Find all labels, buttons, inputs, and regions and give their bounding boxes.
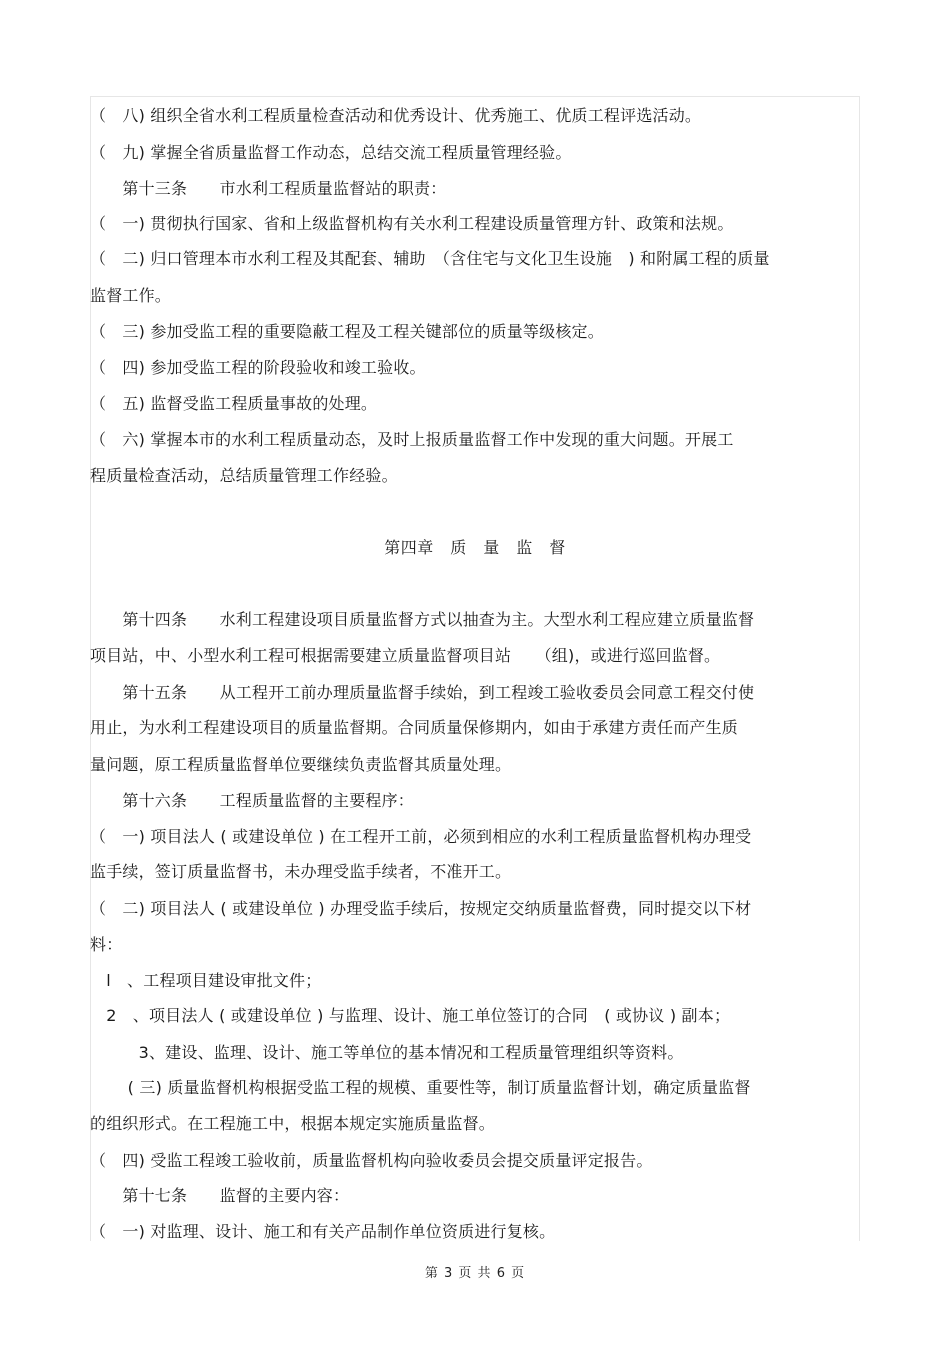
text-line: 第十三条 市水利工程质量监督站的职责： [90,179,447,198]
text-line: 量问题，原工程质量监督单位要继续负责监督其质量处理。 [90,755,512,774]
text-line: 第十七条 监督的主要内容： [90,1186,350,1205]
text-line: （ 五) 监督受监工程质量事故的处理。 [90,394,378,413]
text-line: ( 三) 质量监督机构根据受监工程的规模、重要性等，制订质量监督计划，确定质量监督 [90,1078,751,1097]
text-line: 监手续，签订质量监督书，未办理受监手续者，不准开工。 [90,862,512,881]
text-line: 料： [90,935,123,954]
text-line: （ 一) 贯彻执行国家、省和上级监督机构有关水利工程建设质量管理方针、政策和法规。 [90,214,734,233]
text-line: （ 四) 参加受监工程的阶段验收和竣工验收。 [90,358,426,377]
text-line: （ 八) 组织全省水利工程质量检查活动和优秀设计、优秀施工、优质工程评选活动。 [90,106,702,125]
page-number-footer: 第 3 页 共 6 页 [424,1266,526,1281]
text-line: 项目站，中、小型水利工程可根据需要建立质量监督项目站 （组)，或进行巡回监督。 [90,646,721,665]
text-line: （ 一) 项目法人 ( 或建设单位 ) 在工程开工前，必须到相应的水利工程质量监督机构办理受 [90,827,752,846]
text-line: 监督工作。 [90,286,172,305]
text-line: 程质量检查活动，总结质量管理工作经验。 [90,466,398,485]
text-line: （ 四) 受监工程竣工验收前，质量监督机构向验收委员会提交质量评定报告。 [90,1151,653,1170]
text-line: 第十四条 水利工程建设项目质量监督方式以抽查为主。大型水利工程应建立质量监督 [90,610,755,629]
text-line: 2 、项目法人 ( 或建设单位 ) 与监理、设计、施工单位签订的合同 ( 或协议 ) 副本； [90,1006,731,1025]
text-line: （ 一) 对监理、设计、施工和有关产品制作单位资质进行复核。 [90,1222,556,1241]
text-line: （ 三) 参加受监工程的重要隐蔽工程及工程关键部位的质量等级核定。 [90,322,604,341]
chapter-title: 第四章 质 量 监 督 [384,538,566,557]
text-line: 3、建设、监理、设计、施工等单位的基本情况和工程质量管理组织等资料。 [90,1043,684,1062]
text-line: 的组织形式。在工程施工中，根据本规定实施质量监督。 [90,1114,496,1133]
text-line: 用止，为水利工程建设项目的质量监督期。合同质量保修期内，如由于承建方责任而产生质 [90,718,739,737]
text-line: 第十五条 从工程开工前办理质量监督手续始，到工程竣工验收委员会同意工程交付使 [90,683,755,702]
text-line: （ 九) 掌握全省质量监督工作动态，总结交流工程质量管理经验。 [90,143,572,162]
text-line: 第十六条 工程质量监督的主要程序： [90,791,415,810]
text-line: l 、工程项目建设审批文件； [90,971,322,990]
text-line: （ 二) 归口管理本市水利工程及其配套、辅助 （含住宅与文化卫生设施 ) 和附属工程的质量 [90,249,770,268]
text-line: （ 六) 掌握本市的水利工程质量动态，及时上报质量监督工作中发现的重大问题。开展工 [90,430,734,449]
text-line: （ 二) 项目法人 ( 或建设单位 ) 办理受监手续后，按规定交纳质量监督费，同时提交以下材 [90,899,752,918]
